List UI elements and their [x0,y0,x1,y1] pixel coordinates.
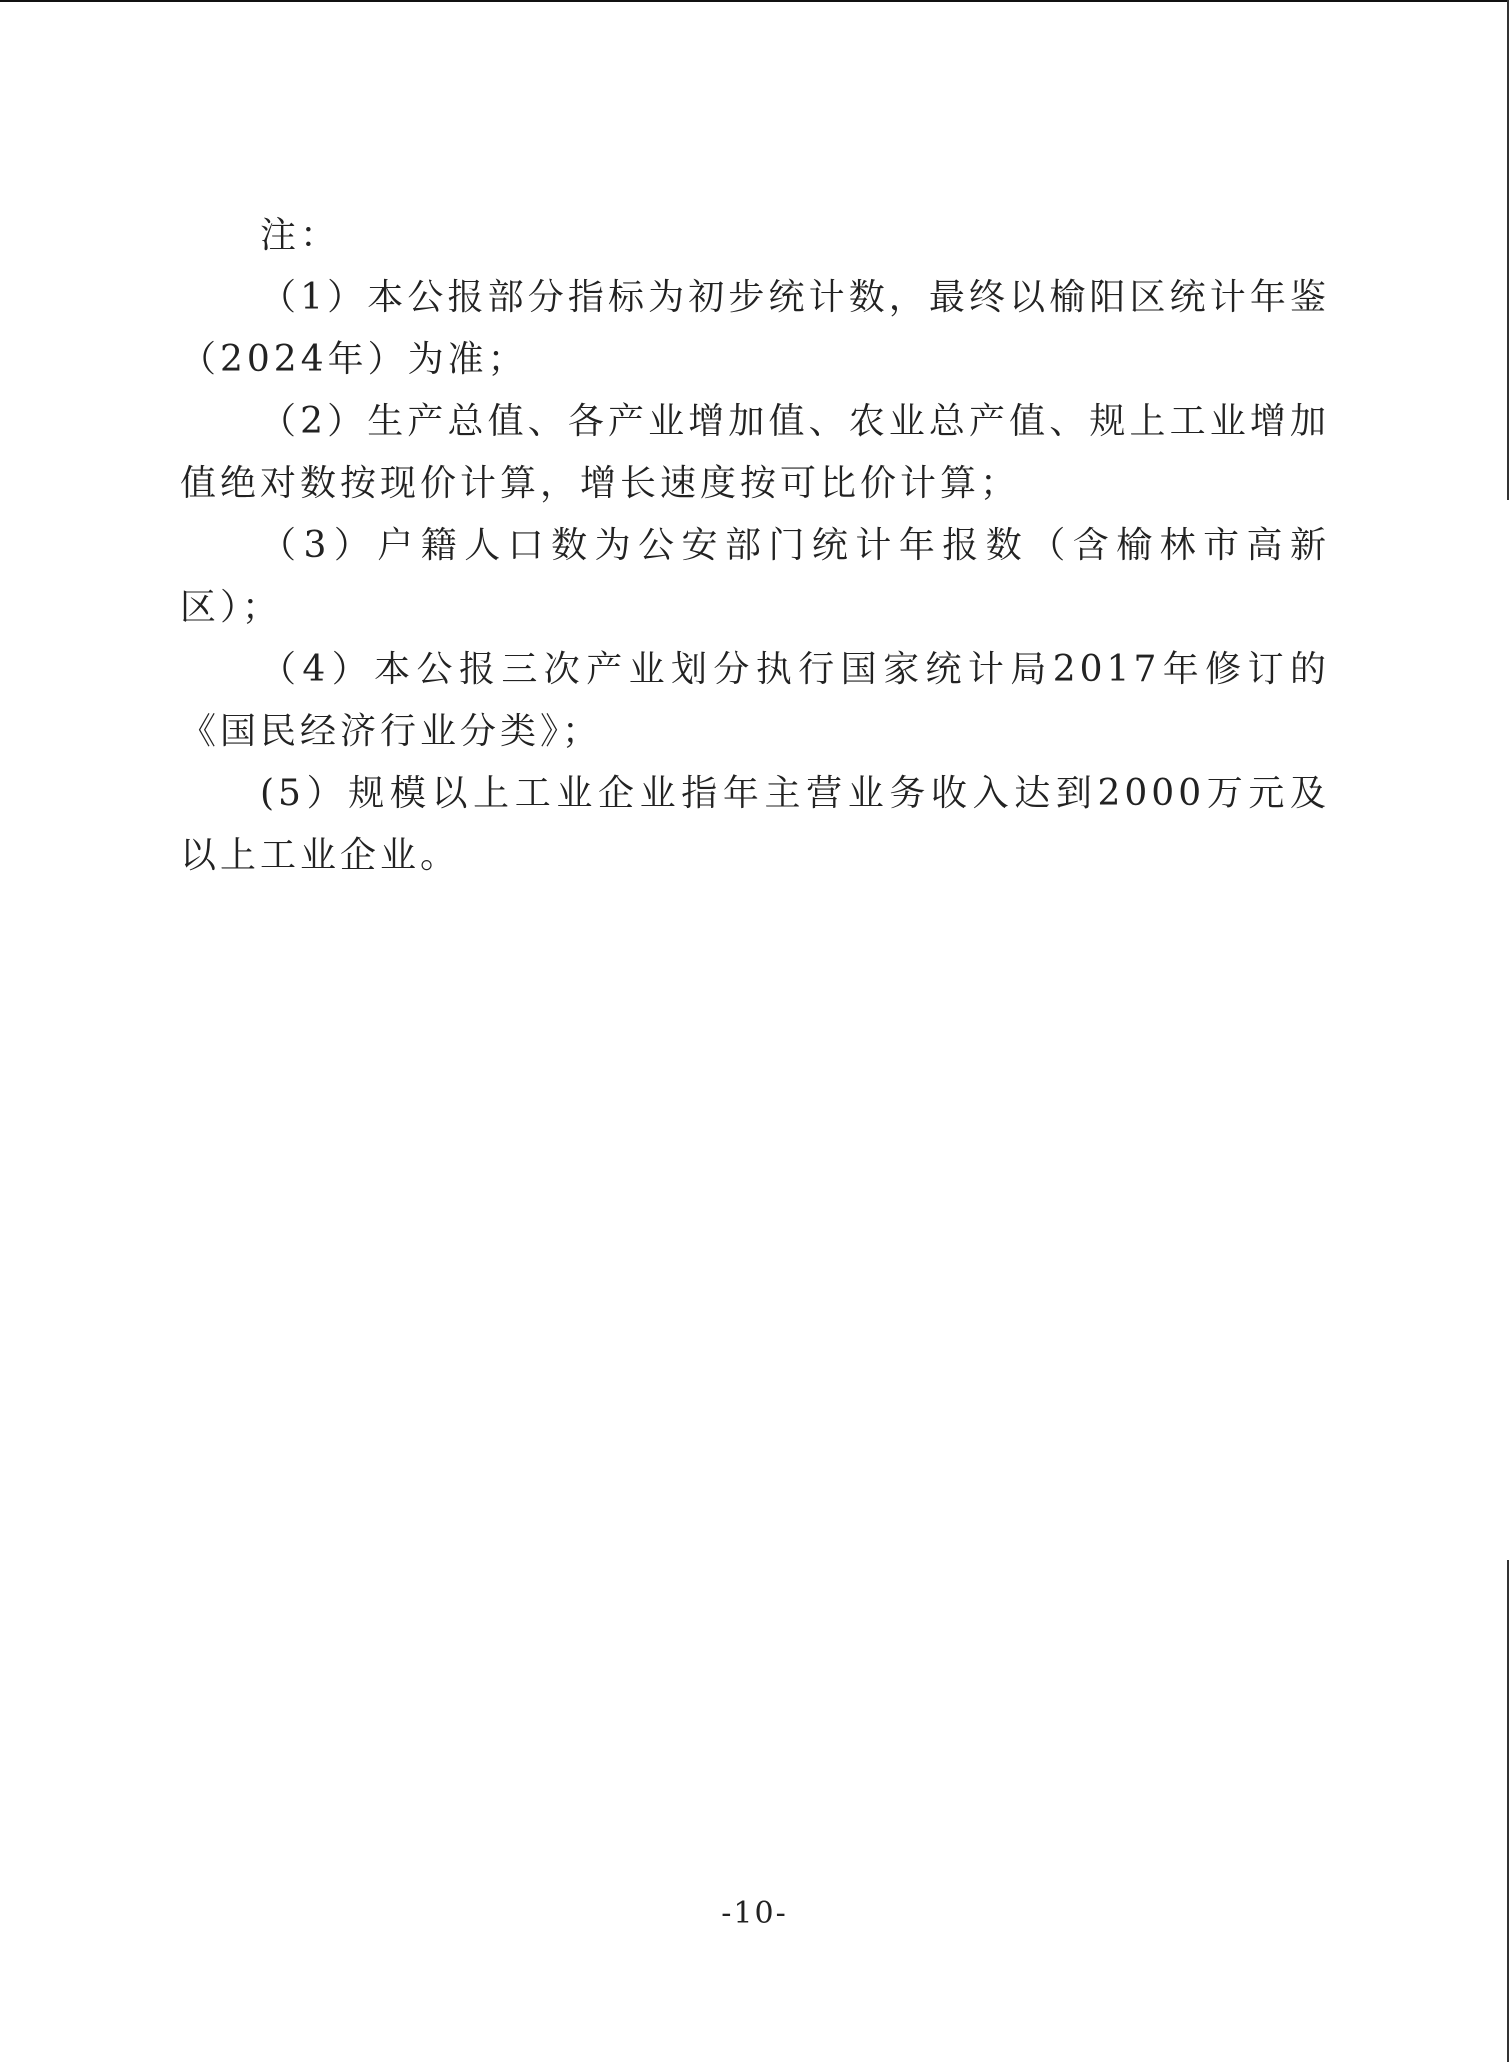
notes-title: 注： [260,215,341,256]
note-item-3: （3）户籍人口数为公安部门统计年报数（含榆林市高新区）； [180,525,1330,628]
page-number: -10- [721,1896,788,1931]
note-item-2: （2）生产总值、各产业增加值、农业总产值、规上工业增加值绝对数按现价计算，增长速度按可比价计算； [180,401,1330,504]
note-item-5: (5）规模以上工业企业指年主营业务收入达到2000万元及以上工业企业。 [180,773,1330,876]
page-top-border [0,0,1509,2]
note-item-4: （4）本公报三次产业划分执行国家统计局2017年修订的《国民经济行业分类》； [180,649,1330,752]
notes-section [180,205,1330,887]
note-item-1: （1）本公报部分指标为初步统计数，最终以榆阳区统计年鉴（2024年）为准； [180,277,1330,380]
